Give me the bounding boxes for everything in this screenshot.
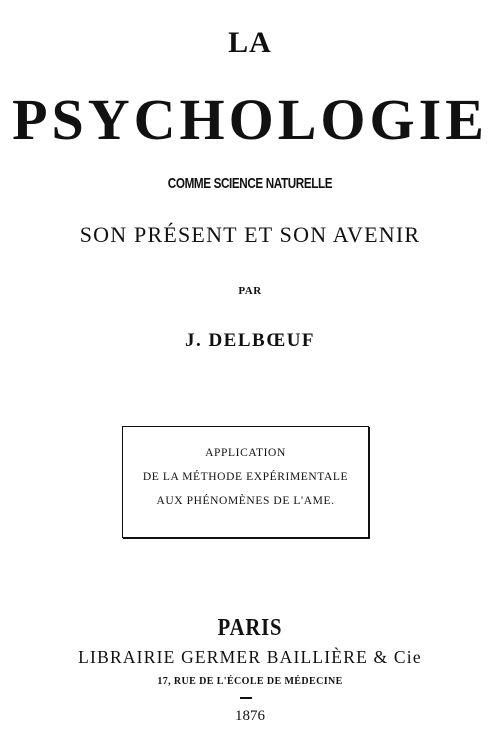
boxed-note [122, 426, 369, 538]
divider-dash [240, 697, 252, 699]
publisher-address: 17, RUE DE L'ÉCOLE DE MÉDECINE [157, 676, 343, 687]
publication-city: PARIS [217, 615, 283, 641]
subtitle-present-future: SON PRÉSENT ET SON AVENIR [79, 222, 421, 247]
publication-year: 1876 [235, 708, 265, 724]
boxed-note-line: DE LA MÉTHODE EXPÉRIMENTALE [142, 471, 349, 483]
subtitle-science: COMME SCIENCE NATURELLE [167, 175, 333, 192]
boxed-note-line: APPLICATION [205, 447, 286, 459]
main-title: PSYCHOLOGIE [12, 87, 488, 152]
publisher-name: LIBRAIRIE GERMER BAILLIÈRE & Cie [78, 647, 422, 667]
author-name: J. DELBŒUF [184, 330, 316, 351]
boxed-note-line: AUX PHÉNOMÈNES DE L'AME. [156, 495, 335, 507]
by-label: PAR [238, 285, 262, 297]
title-article: LA [228, 26, 272, 59]
